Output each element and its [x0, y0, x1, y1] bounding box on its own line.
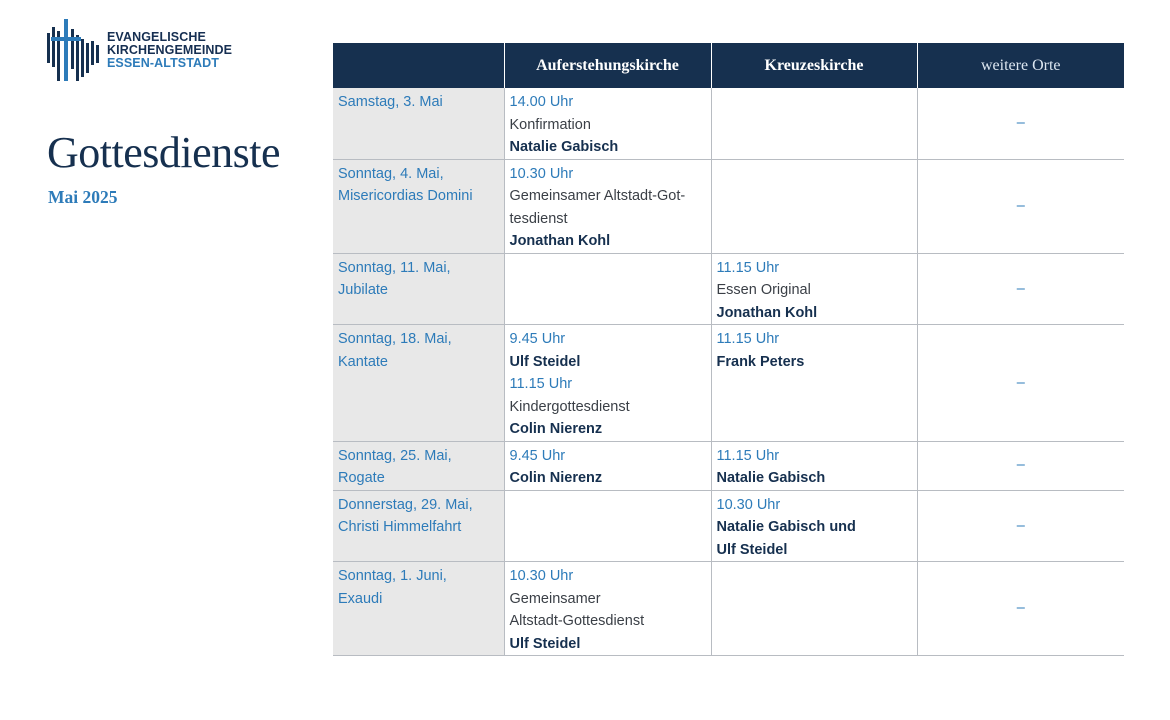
weitere-orte-cell: –: [917, 253, 1124, 325]
table-row: [333, 88, 1124, 159]
service-description-cont: tesdienst: [509, 210, 568, 227]
preacher-name-cont: Ulf Steidel: [716, 541, 788, 558]
header-weitere-orte: weitere Orte: [917, 43, 1124, 88]
page-title: Gottesdienste: [47, 128, 281, 177]
date-text: Donnerstag, 29. Mai,: [338, 496, 473, 513]
date-text: Samstag, 3. Mai: [338, 94, 443, 110]
date-cell: [333, 490, 504, 562]
date-cell: [333, 88, 504, 159]
service-time: 10.30 Uhr: [509, 165, 574, 182]
auferstehung-cell: [504, 325, 711, 442]
service-description-2: Kindergottesdienst: [509, 398, 630, 415]
auferstehung-cell: [504, 159, 711, 253]
service-time: 11.15 Uhr: [716, 331, 780, 347]
preacher-name: Ulf Steidel: [509, 353, 581, 370]
logo-line-2: KIRCHENGEMEINDE: [107, 42, 233, 57]
service-time: 11.15 Uhr: [716, 259, 780, 276]
page-subtitle: Mai 2025: [48, 187, 118, 207]
liturgical-day: Christi Himmelfahrt: [338, 519, 462, 535]
service-time: 9.45 Uhr: [509, 331, 566, 347]
service-time: 10.30 Uhr: [716, 496, 781, 513]
service-description: Konfirmation: [509, 116, 591, 133]
weitere-orte-cell: –: [917, 562, 1124, 656]
date-cell: [333, 325, 504, 442]
header-auferstehungskirche: Auferstehungskirche: [504, 43, 711, 88]
service-time: 11.15 Uhr: [716, 447, 780, 464]
preacher-name: Natalie Gabisch und: [716, 519, 856, 535]
service-description: Gemeinsamer: [509, 590, 601, 607]
date-text: Sonntag, 11. Mai,: [338, 259, 451, 276]
date-cell: [333, 562, 504, 656]
service-time-2: 11.15 Uhr: [509, 376, 573, 392]
liturgical-day: Jubilate: [338, 282, 388, 298]
preacher-name: Natalie Gabisch: [509, 139, 619, 155]
weitere-orte-cell: –: [917, 325, 1124, 442]
service-description: Gemeinsamer Altstadt-Got-: [509, 188, 686, 204]
weitere-orte-cell: –: [917, 159, 1124, 253]
preacher-name: Natalie Gabisch: [716, 470, 826, 486]
logo-line-3: ESSEN-ALTSTADT: [107, 55, 220, 70]
table-row: [333, 159, 1124, 253]
header-kreuzeskirche: Kreuzeskirche: [711, 43, 917, 88]
date-cell: [333, 253, 504, 325]
table-row: [333, 562, 1124, 656]
date-text: Sonntag, 25. Mai,: [338, 447, 452, 464]
table-header-row: [333, 43, 1124, 88]
weitere-orte-cell: –: [917, 441, 1124, 490]
date-text: Sonntag, 18. Mai,: [338, 331, 452, 347]
preacher-name: Colin Nierenz: [509, 470, 603, 486]
weitere-orte-cell: –: [917, 88, 1124, 159]
kreuz-cell: [711, 441, 917, 490]
kreuz-cell: [711, 562, 917, 656]
kreuz-cell: [711, 253, 917, 325]
cross-bars-logo-icon: [47, 19, 99, 81]
service-description-cont: Altstadt-Gottesdienst: [509, 613, 645, 629]
kreuz-cell: [711, 490, 917, 562]
table-row: [333, 490, 1124, 562]
service-description: Essen Original: [716, 282, 811, 298]
date-cell: [333, 441, 504, 490]
auferstehung-cell: [504, 253, 711, 325]
preacher-name: Ulf Steidel: [509, 635, 581, 652]
liturgical-day: Kantate: [338, 353, 388, 370]
service-time: 9.45 Uhr: [509, 447, 566, 464]
auferstehung-cell: [504, 490, 711, 562]
auferstehung-cell: [504, 562, 711, 656]
table-row: [333, 253, 1124, 325]
date-cell: [333, 159, 504, 253]
header-date: [333, 43, 504, 88]
weitere-orte-cell: –: [917, 490, 1124, 562]
kreuz-cell: [711, 88, 917, 159]
church-logo: [47, 19, 232, 81]
auferstehung-cell: [504, 88, 711, 159]
liturgical-day: Rogate: [338, 470, 385, 486]
logo-line-1: EVANGELISCHE: [107, 29, 206, 44]
date-text: Sonntag, 4. Mai,: [338, 165, 444, 182]
preacher-name: Jonathan Kohl: [509, 233, 611, 249]
kreuz-cell: [711, 325, 917, 442]
auferstehung-cell: [504, 441, 711, 490]
table-row: [333, 325, 1124, 442]
logo-wordmark: [107, 31, 232, 70]
service-time: 14.00 Uhr: [509, 94, 574, 110]
preacher-name: Jonathan Kohl: [716, 304, 818, 321]
preacher-name: Frank Peters: [716, 353, 805, 370]
preacher-name-2: Colin Nierenz: [509, 421, 603, 437]
liturgical-day: Exaudi: [338, 590, 383, 607]
service-schedule-table: [333, 43, 1124, 656]
kreuz-cell: [711, 159, 917, 253]
liturgical-day: Misericordias Domini: [338, 188, 473, 204]
date-text: Sonntag, 1. Juni,: [338, 568, 447, 584]
table-row: [333, 441, 1124, 490]
service-time: 10.30 Uhr: [509, 568, 574, 584]
